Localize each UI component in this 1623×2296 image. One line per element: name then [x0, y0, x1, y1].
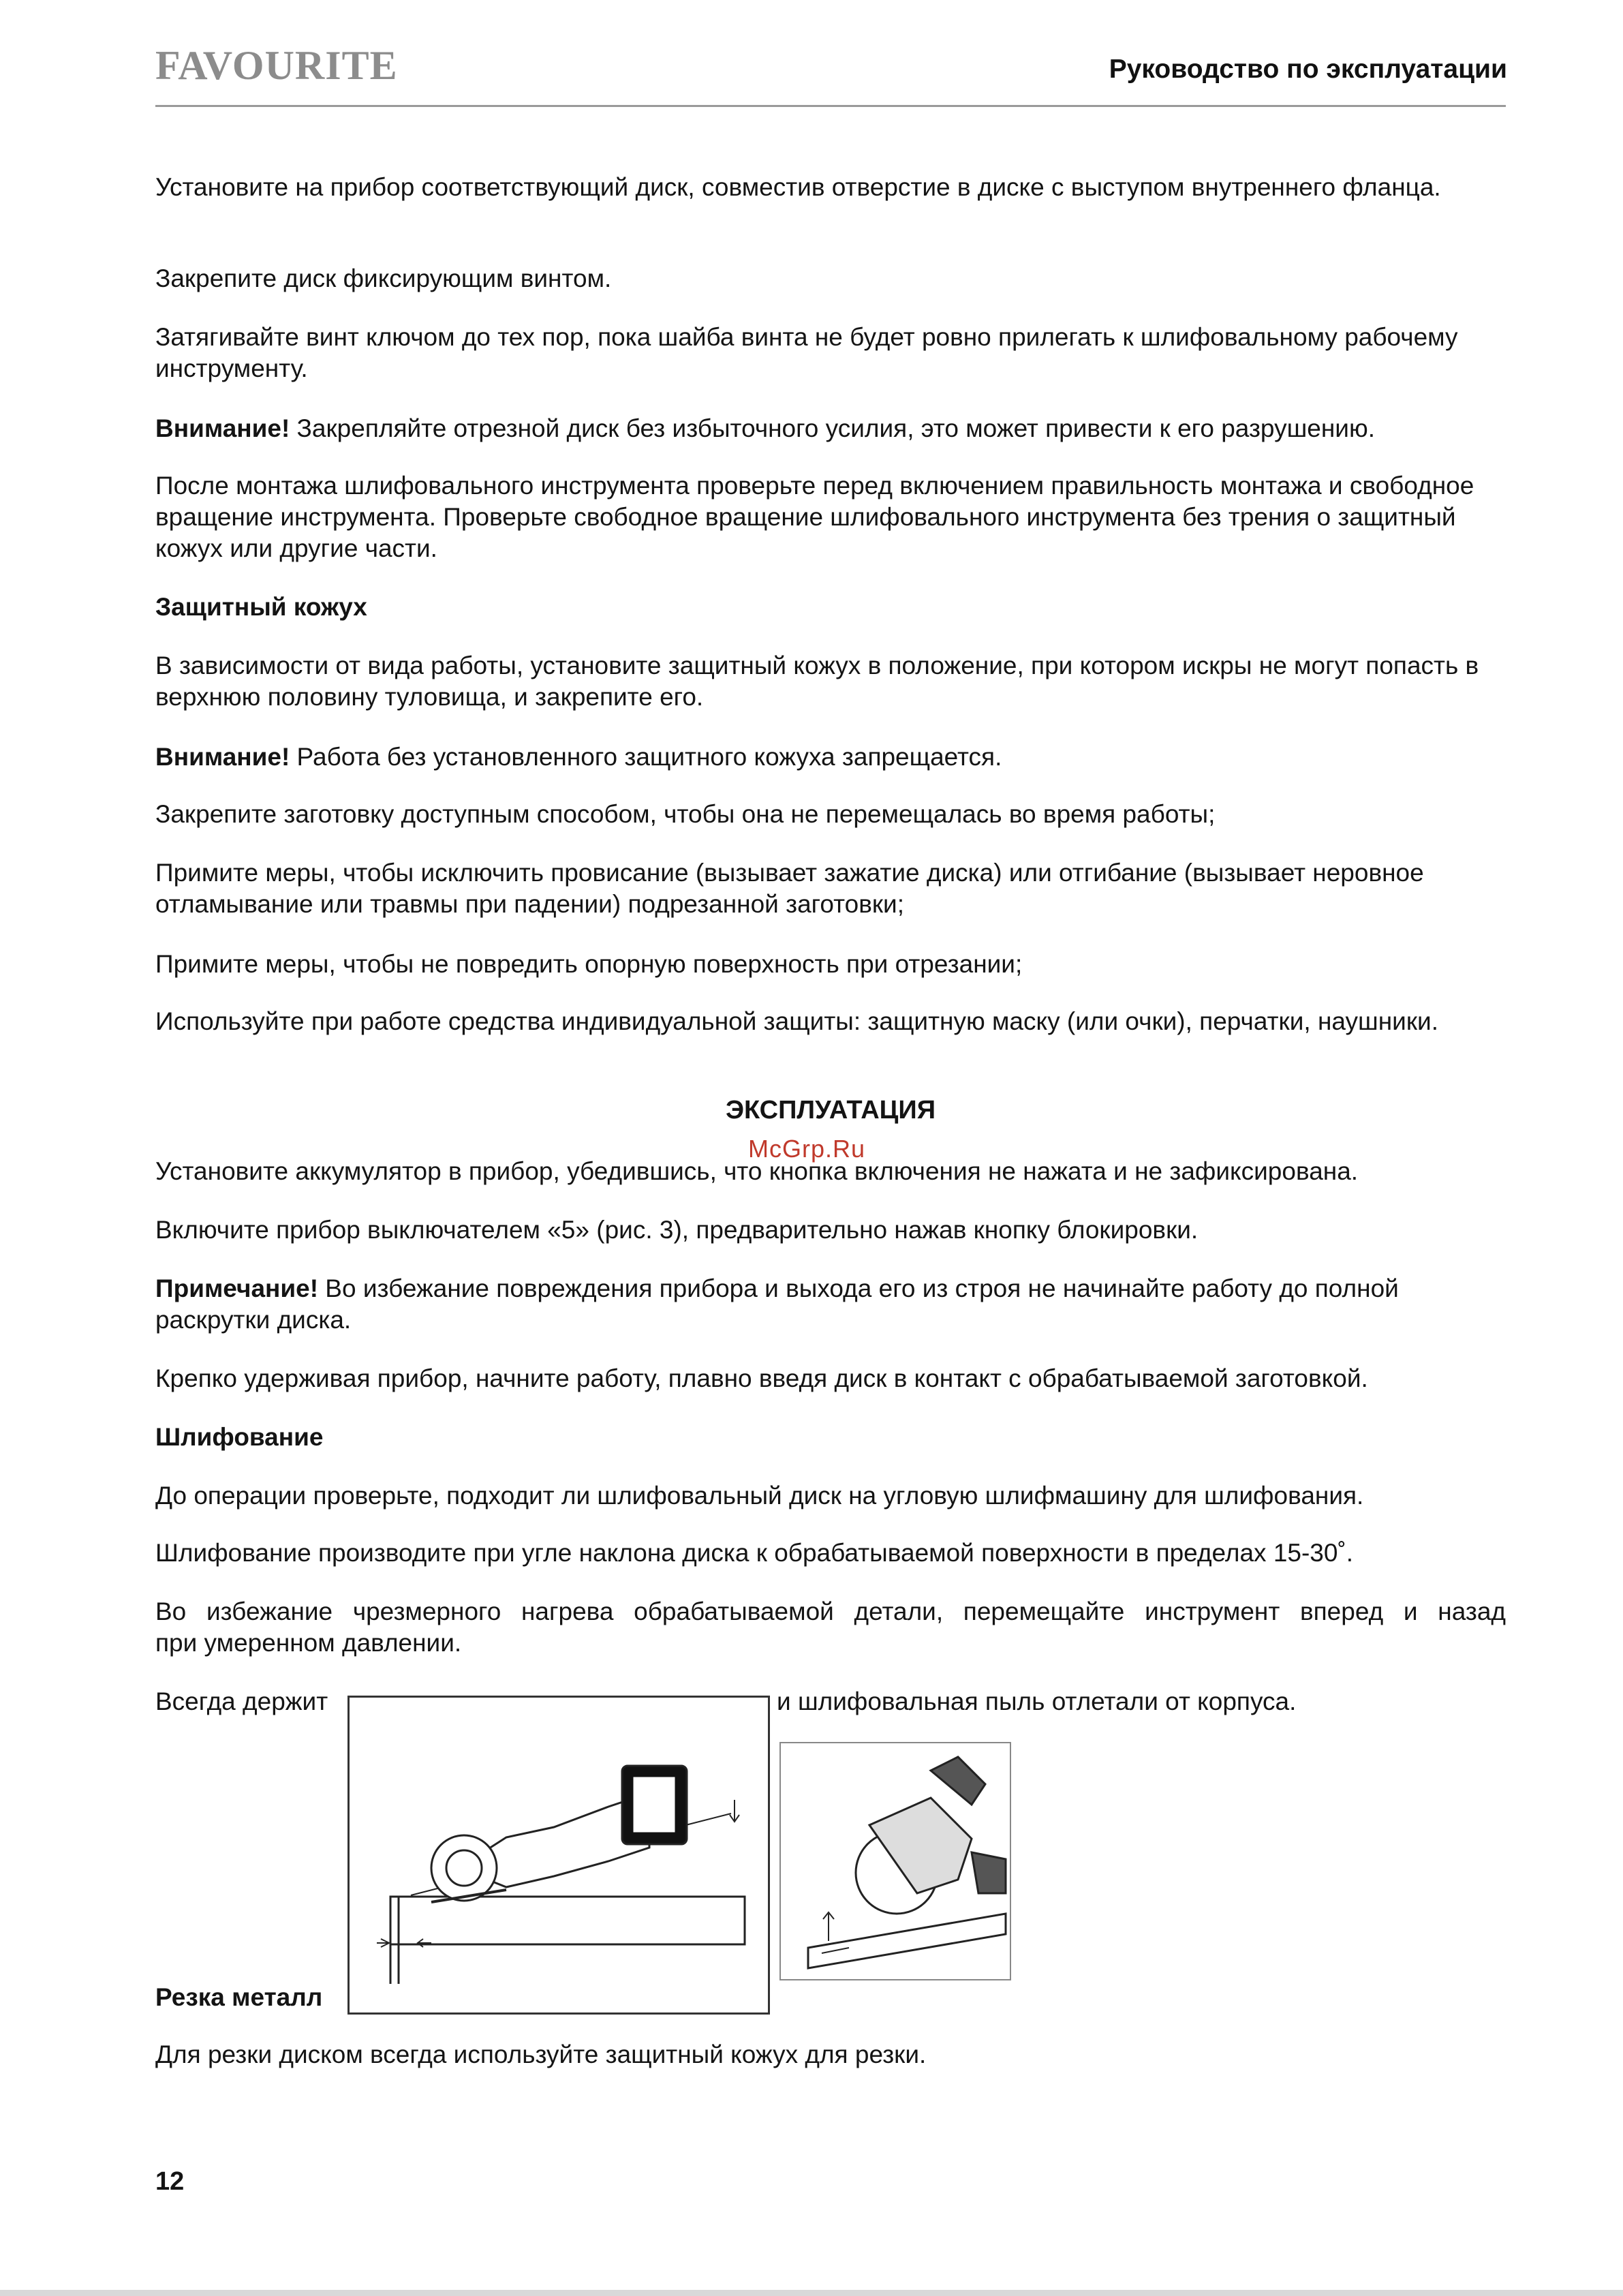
brand-logo: FAVOURITE	[155, 43, 398, 88]
note-label: Примечание!	[155, 1274, 319, 1302]
paragraph-always-hold-end: и шлифовальная пыль отлетали от корпуса.	[777, 1687, 1297, 1715]
paragraph-insert-battery: Установите аккумулятор в прибор, убедившись, что кнопка включения не нажата и не зафиксирована.	[155, 1157, 1359, 1185]
grinder-angle-figure	[347, 1696, 770, 2015]
heading-metal-cutting: Резка металл	[155, 1983, 323, 2011]
warning-text: Закрепляйте отрезной диск без избыточного усилия, это может привести к его разрушению.	[290, 414, 1375, 442]
bottom-edge	[0, 2290, 1623, 2296]
paragraph-warning-guard	[155, 741, 1506, 773]
paragraph-note-spinup	[155, 1273, 1506, 1336]
paragraph-tighten-screw: Затягивайте винт ключом до тех пор, пока шайба винта не будет ровно прилегать к шлифовальному рабочему инструменту.	[155, 323, 1458, 382]
paragraph-grinding-angle: Шлифование производите при угле наклона диска к обрабатываемой поверхности в пределах 15-30˚.	[155, 1539, 1354, 1567]
heading-guard: Защитный кожух	[155, 593, 367, 621]
paragraph-always-hold-start: Всегда держит	[155, 1687, 328, 1715]
paragraph-install-disc: Установите на прибор соответствующий диск, совместив отверстие в диске с выступом внутреннего фланца.	[155, 173, 1441, 201]
arrow-up-icon	[823, 1912, 834, 1941]
header-divider	[155, 105, 1506, 107]
heading-grinding: Шлифование	[155, 1423, 324, 1451]
paragraph-fix-workpiece: Закрепите заготовку доступным способом, чтобы она не перемещалась во время работы;	[155, 800, 1216, 828]
note-text: Во избежание повреждения прибора и выхода его из строя не начинайте работу до полной раскрутки диска.	[155, 1274, 1399, 1334]
arrow-down-icon	[730, 1800, 739, 1822]
workpiece-block	[390, 1897, 745, 1944]
paragraph-protect-surface: Примите меры, чтобы не повредить опорную поверхность при отрезании;	[155, 950, 1023, 978]
paragraph-prevent-sagging: Примите меры, чтобы исключить провисание (вызывает зажатие диска) или отгибание (вызывает неровное отламывание или травмы при падении) подрезанной заготовки;	[155, 859, 1424, 918]
grinder-hands-illustration	[781, 1743, 1010, 1979]
arrow-left-icon	[418, 1939, 431, 1947]
paragraph-after-mounting: После монтажа шлифовального инструмента проверьте перед включением правильность монтажа и свободное вращение инструмента. Проверьте свободное вращение шлифовального инструмента без трения о защитный кожух или другие части.	[155, 472, 1474, 562]
paragraph-ppe: Используйте при работе средства индивидуальной защиты: защитную маску (или очки), перчатки, наушники.	[155, 1007, 1438, 1035]
document-title: Руководство по эксплуатации	[1109, 55, 1507, 84]
paragraph-switch-on: Включите прибор выключателем «5» (рис. 3), предварительно нажав кнопку блокировки.	[155, 1216, 1199, 1244]
warning-text: Работа без установленного защитного кожуха запрещается.	[290, 743, 1002, 771]
paragraph-start-work: Крепко удерживая прибор, начните работу, плавно введя диск в контакт с обрабатываемой заготовкой.	[155, 1364, 1368, 1392]
page-number: 12	[155, 2167, 185, 2196]
workpiece-bar	[808, 1914, 1006, 1968]
hand-icon	[931, 1757, 985, 1805]
warning-label: Внимание!	[155, 414, 290, 442]
hand-icon	[972, 1852, 1006, 1893]
paragraph-cutting-guard: Для резки диском всегда используйте защитный кожух для резки.	[155, 2040, 927, 2068]
paragraph-avoid-overheat-line2: при умеренном давлении.	[155, 1629, 462, 1657]
grinder-hands-figure	[779, 1742, 1011, 1980]
paragraph-fix-disc: Закрепите диск фиксирующим винтом.	[155, 264, 612, 292]
heading-operation: ЭКСПЛУАТАЦИЯ	[725, 1096, 936, 1124]
grinder-angle-illustration	[350, 1698, 768, 2012]
watermark: McGrp.Ru	[748, 1135, 866, 1163]
arrow-right-icon	[377, 1939, 389, 1947]
disc-guard-icon	[431, 1835, 497, 1901]
paragraph-guard-position: В зависимости от вида работы, установите защитный кожух в положение, при котором искры не могут попасть в верхнюю половину туловища, и закрепите его.	[155, 652, 1479, 711]
paragraph-check-disc: До операции проверьте, подходит ли шлифовальный диск на угловую шлифмашину для шлифования.	[155, 1482, 1364, 1510]
paragraph-warning-cutting-disc	[155, 413, 1506, 444]
paragraph-avoid-overheat-line1: Во избежание чрезмерного нагрева обрабатываемой детали, перемещайте инструмент вперед и назад	[155, 1597, 1506, 1625]
warning-label: Внимание!	[155, 743, 290, 771]
